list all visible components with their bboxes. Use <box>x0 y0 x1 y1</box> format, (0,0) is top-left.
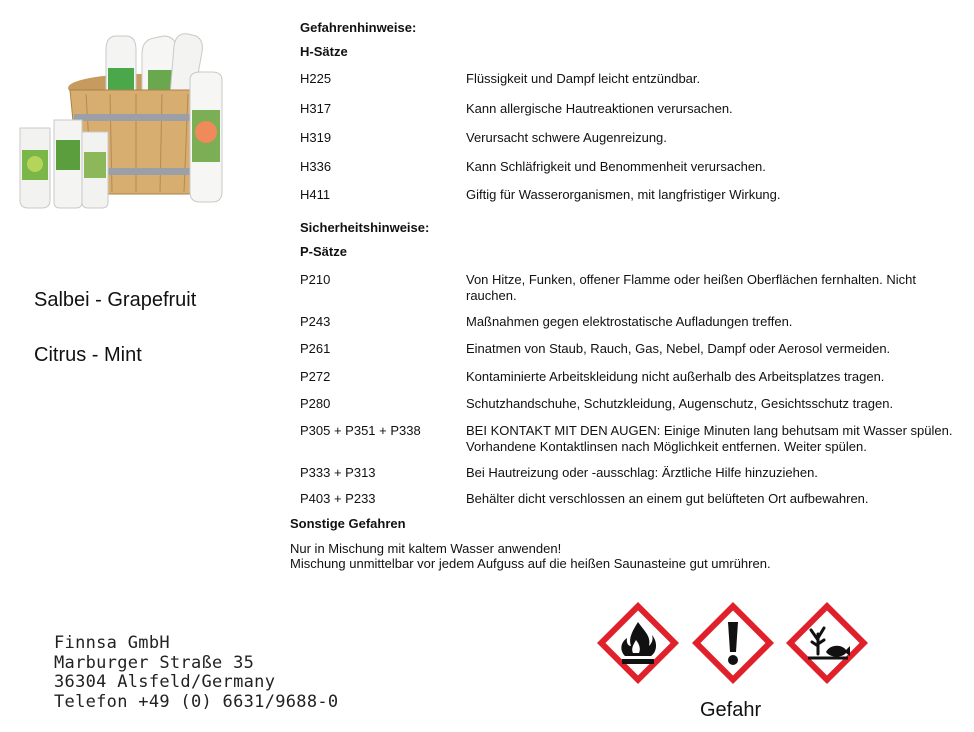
company-address <box>54 634 338 712</box>
p-code: P210 <box>300 272 331 287</box>
h-code: H225 <box>300 71 332 86</box>
other-hazards-line: Mischung unmittelbar vor jedem Aufguss auf die heißen Saunasteine gut umrühren. <box>290 556 771 571</box>
p-text: Kontaminierte Arbeitskleidung nicht außerhalb des Arbeitsplatzes tragen. <box>466 369 885 384</box>
h-text: Verursacht schwere Augenreizung. <box>466 130 667 145</box>
p-text: Einatmen von Staub, Rauch, Gas, Nebel, Dampf oder Aerosol vermeiden. <box>466 341 891 356</box>
p-text: Von Hitze, Funken, offener Flamme oder heißen Oberflächen fernhalten. Nicht rauchen. <box>466 272 916 303</box>
hazard-heading: Gefahrenhinweise: <box>300 20 417 35</box>
p-code: P243 <box>300 314 331 329</box>
other-hazards-line: Nur in Mischung mit kaltem Wasser anwenden! <box>290 541 562 556</box>
h-code: H336 <box>300 159 332 174</box>
p-text: Schutzhandschuhe, Schutzkleidung, Augenschutz, Gesichtsschutz tragen. <box>466 396 894 411</box>
h-text: Giftig für Wasserorganismen, mit langfristiger Wirkung. <box>466 187 781 202</box>
environment-icon <box>784 600 870 686</box>
p-text: Maßnahmen gegen elektrostatische Aufladungen treffen. <box>466 314 793 329</box>
h-statements-subheading: H-Sätze <box>300 44 348 59</box>
p-code: P272 <box>300 369 331 384</box>
h-code: H317 <box>300 101 332 116</box>
p-code: P280 <box>300 396 331 411</box>
other-hazards-heading: Sonstige Gefahren <box>290 516 406 531</box>
h-code: H319 <box>300 130 332 145</box>
p-text: BEI KONTAKT MIT DEN AUGEN: Einige Minuten lang behutsam mit Wasser spülen. Vorhandene Kontaktlinsen nach Möglichkeit entfernen. Weiter spülen. <box>466 423 953 454</box>
city: 36304 Alsfeld/Germany <box>54 672 276 692</box>
h-text: Kann Schläfrigkeit und Benommenheit verursachen. <box>466 159 766 174</box>
variant-label: Citrus - Mint <box>34 344 142 366</box>
p-code: P403 + P233 <box>300 491 376 506</box>
variant-label: Salbei - Grapefruit <box>34 289 197 311</box>
p-statements-subheading: P-Sätze <box>300 244 347 259</box>
company-name: Finnsa GmbH <box>54 633 170 653</box>
phone-number: Telefon +49 (0) 6631/9688-0 <box>54 691 339 712</box>
p-code: P261 <box>300 341 331 356</box>
product-photo <box>14 10 236 210</box>
p-text: Bei Hautreizung oder -ausschlag: Ärztliche Hilfe hinzuziehen. <box>466 465 818 480</box>
street-address: Marburger Straße 35 <box>54 652 255 673</box>
h-text: Kann allergische Hautreaktionen verursachen. <box>466 101 733 116</box>
p-text: Behälter dicht verschlossen an einem gut belüfteten Ort aufbewahren. <box>466 491 869 506</box>
p-code: P333 + P313 <box>300 465 376 480</box>
h-code: H411 <box>300 187 331 202</box>
exclamation-icon <box>690 600 776 686</box>
p-code: P305 + P351 + P338 <box>300 423 421 438</box>
flame-icon <box>595 600 681 686</box>
safety-heading: Sicherheitshinweise: <box>300 220 430 235</box>
h-text: Flüssigkeit und Dampf leicht entzündbar. <box>466 71 701 86</box>
signal-word: Gefahr <box>700 699 762 721</box>
